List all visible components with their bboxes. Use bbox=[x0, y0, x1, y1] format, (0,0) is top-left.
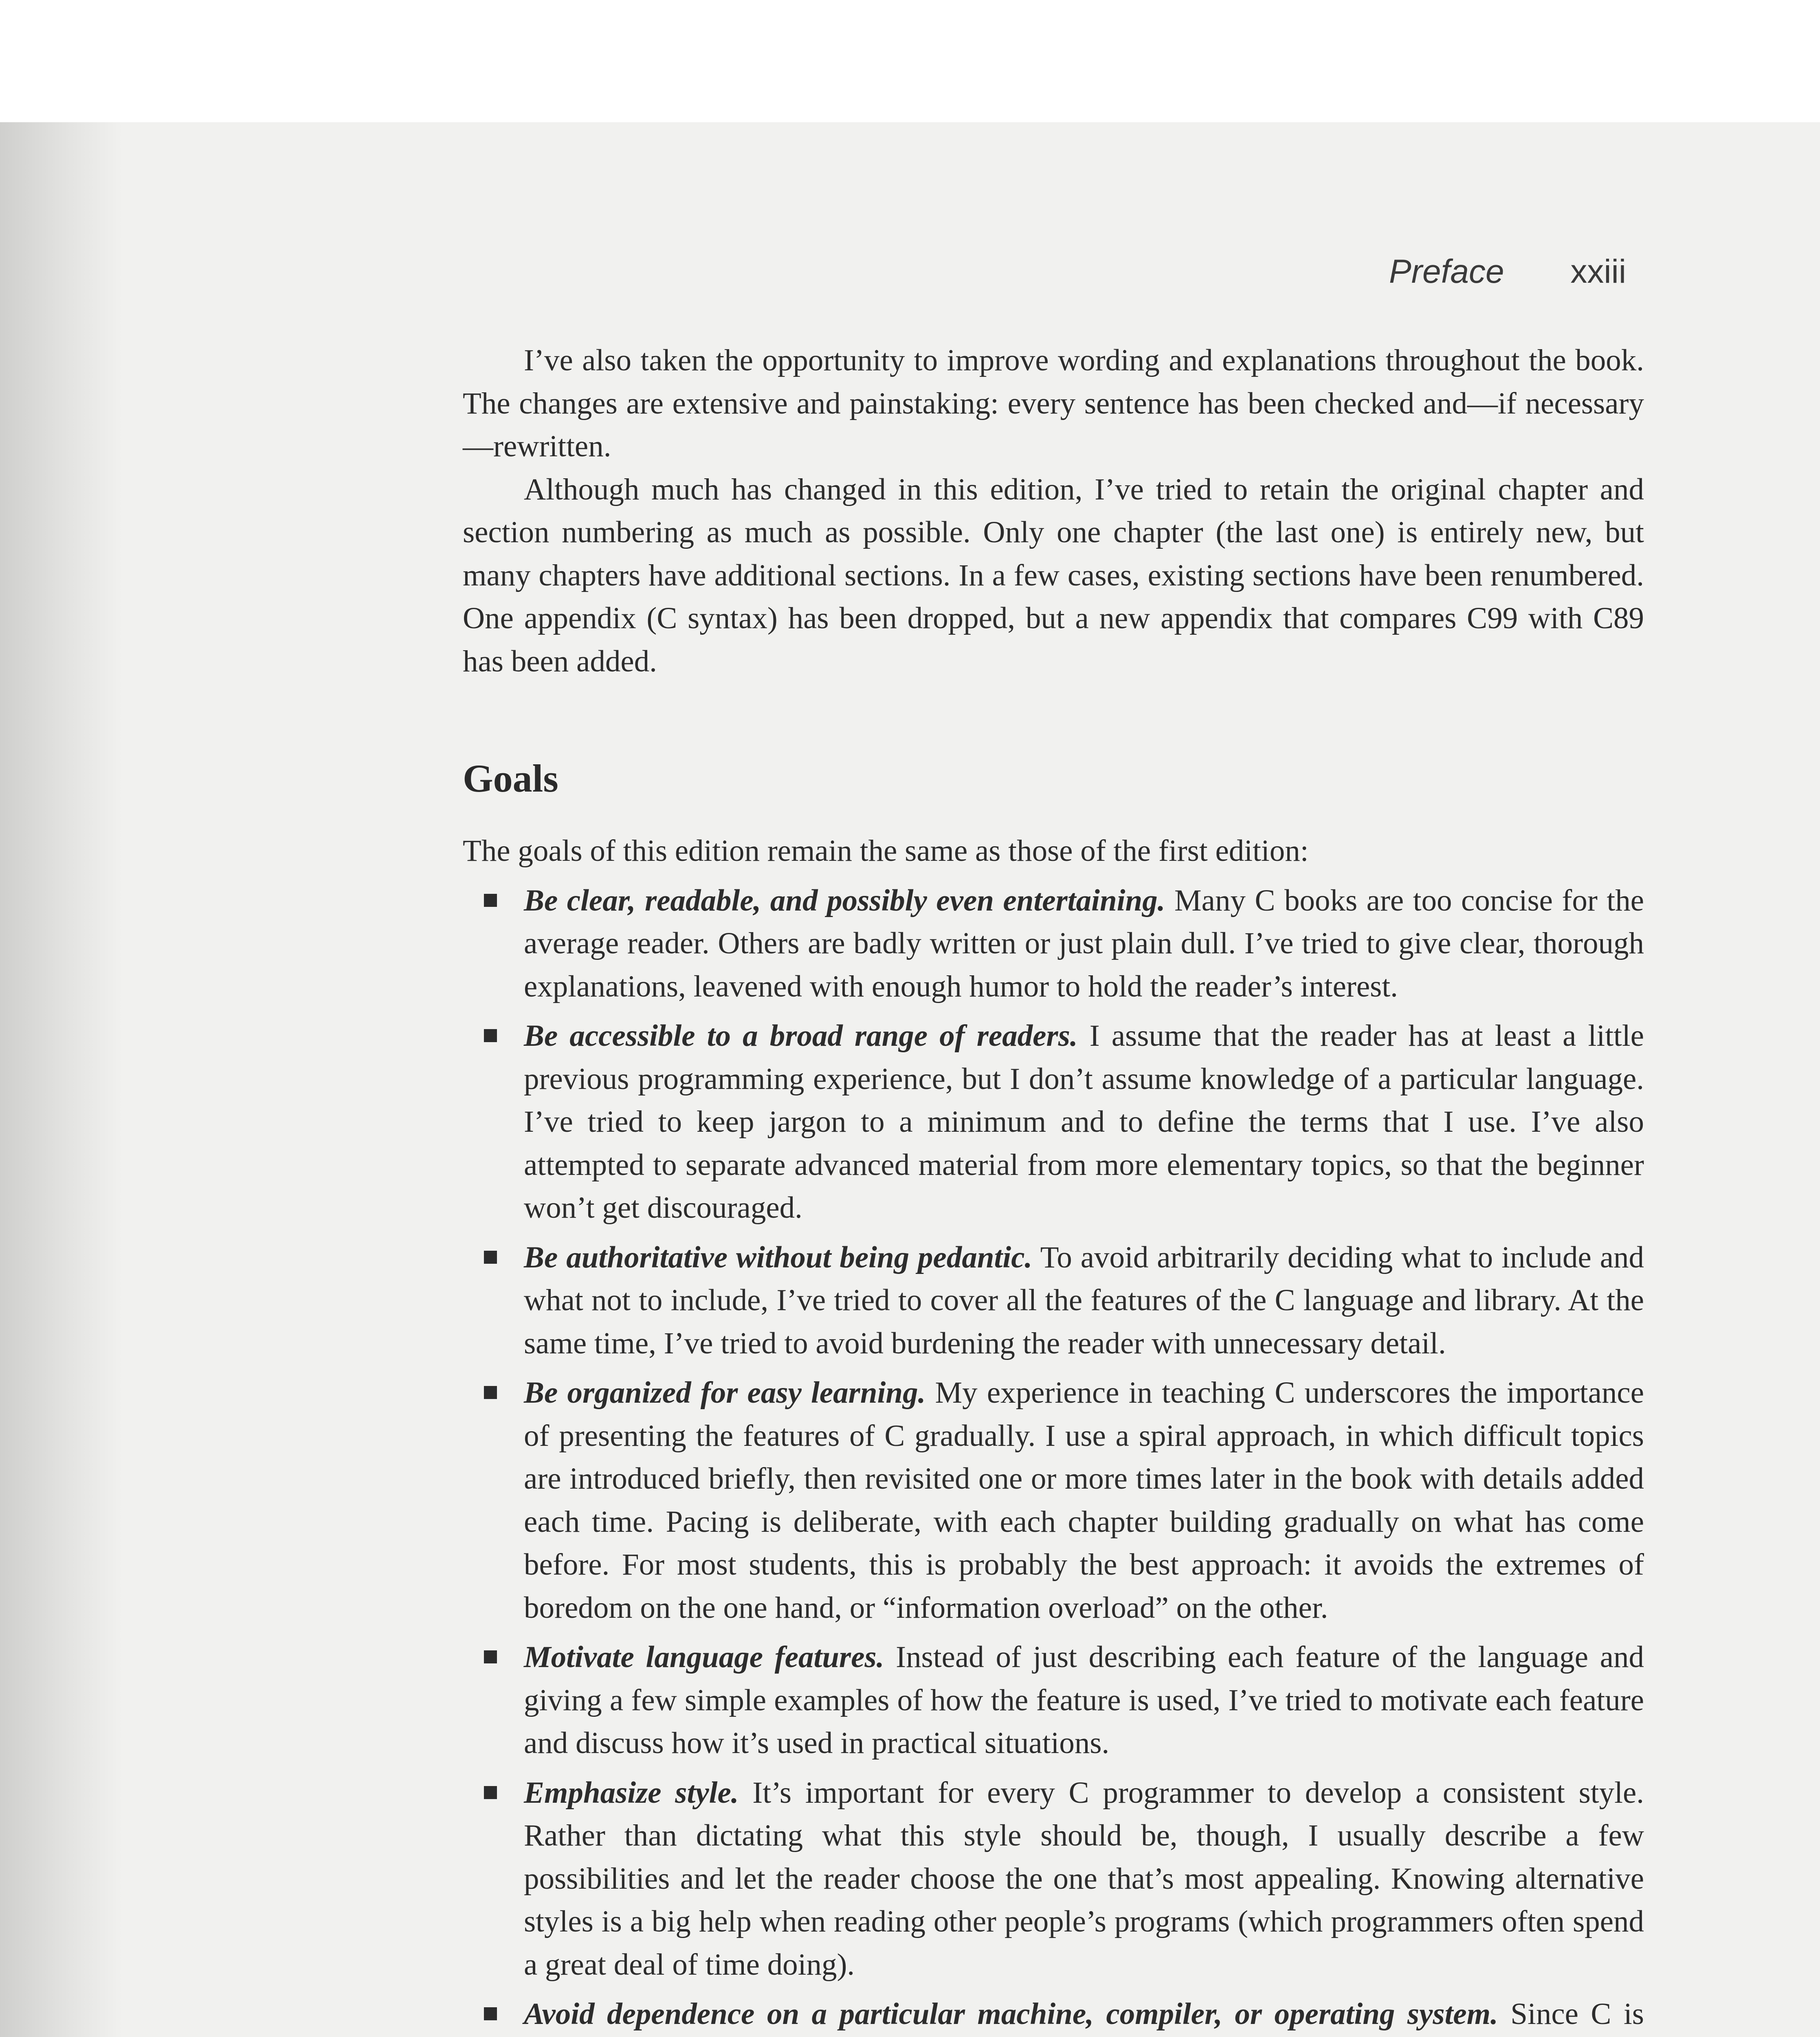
goal-title: Be clear, readable, and possibly even entertaining. bbox=[524, 883, 1165, 917]
running-head-section: Preface bbox=[1389, 253, 1504, 290]
square-bullet-icon bbox=[484, 2007, 497, 2020]
goal-text: Since C is bbox=[1510, 1997, 1644, 2031]
page-body bbox=[463, 339, 1644, 2037]
goal-item bbox=[463, 879, 1644, 1008]
goal-text: It’s important for every C programmer to develop a consistent style. Rather than dictating what this style should be, though, I usually describe a few possibilities and let the reader choose the one that’s most appealing. Knowing alternative styles is a big help when reading other people’s programs (which programmers often spend a great deal of time doing). bbox=[524, 1775, 1644, 1982]
goal-title: Be authoritative without being pedantic. bbox=[524, 1240, 1033, 1274]
goal-text: My experience in teaching C underscores the importance of presenting the features of C gradually. I use a spiral approach, in which difficult topics are introduced briefly, then revisited one or more times later in the book with details added each time. Pacing is deliberate, with each chapter building gradually on what has come before. For most students, this is probably the best approach: it avoids the extremes of boredom on the one hand, or “information overload” on the other. bbox=[524, 1376, 1644, 1625]
running-head bbox=[1389, 253, 1646, 291]
goal-item bbox=[463, 1771, 1644, 1986]
body-paragraph: Although much has changed in this edition, I’ve tried to retain the original chapter and section numbering as much as possible. Only one chapter (the last one) is entirely new, but many chapters have additional sections. In a few cases, existing sections have been renumbered. One appendix (C syntax) has been dropped, but a new appendix that compares C99 with C89 has been added. bbox=[463, 472, 1644, 678]
goal-text: Many C books are too concise for the average reader. Others are badly written or just plain dull. I’ve tried to give clear, thorough explanations, leavened with enough humor to hold the reader’s interest. bbox=[524, 883, 1644, 1003]
square-bullet-icon bbox=[484, 894, 497, 907]
goal-title: Be organized for easy learning. bbox=[524, 1376, 926, 1410]
goal-title: Emphasize style. bbox=[524, 1775, 739, 1810]
goal-text: To avoid arbitrarily deciding what to include and what not to include, I’ve tried to cover all the features of the C language and library. At the same time, I’ve tried to avoid burdening the reader with unnecessary detail. bbox=[524, 1240, 1644, 1360]
square-bullet-icon bbox=[484, 1251, 497, 1264]
goal-item bbox=[463, 1636, 1644, 1765]
goal-title: Motivate language features. bbox=[524, 1640, 884, 1674]
goal-item bbox=[463, 1236, 1644, 1365]
square-bullet-icon bbox=[484, 1029, 497, 1042]
section-heading-goals: Goals bbox=[463, 757, 558, 800]
goal-item bbox=[463, 1371, 1644, 1629]
page-number: xxiii bbox=[1570, 253, 1627, 290]
goal-item bbox=[463, 1993, 1644, 2037]
goals-intro: The goals of this edition remain the same as those of the first edition: bbox=[463, 834, 1309, 868]
body-paragraph: I’ve also taken the opportunity to improve wording and explanations throughout the book. The changes are extensive and painstaking: every sentence has been checked and—if necessary—rewritten. bbox=[463, 343, 1644, 463]
square-bullet-icon bbox=[484, 1386, 497, 1399]
goal-title: Be accessible to a broad range of readers. bbox=[524, 1019, 1078, 1053]
goal-text: Instead of just describing each feature of the language and giving a few simple examples of how the feature is used, I’ve tried to motivate each feature and discuss how it’s used in practical situations. bbox=[524, 1640, 1644, 1760]
square-bullet-icon bbox=[484, 1650, 497, 1663]
page-binding-shadow bbox=[0, 122, 122, 2037]
goals-list bbox=[463, 879, 1644, 2037]
goal-text: I assume that the reader has at least a little previous programming experience, but I don’t assume knowledge of a particular language. I’ve tried to keep jargon to a minimum and to define the terms that I use. I’ve also attempted to separate advanced material from more elementary topics, so that the beginner won’t get discouraged. bbox=[524, 1019, 1644, 1225]
square-bullet-icon bbox=[484, 1786, 497, 1799]
goal-title: Avoid dependence on a particular machine, compiler, or operating system. bbox=[524, 1997, 1498, 2031]
goal-item bbox=[463, 1014, 1644, 1230]
